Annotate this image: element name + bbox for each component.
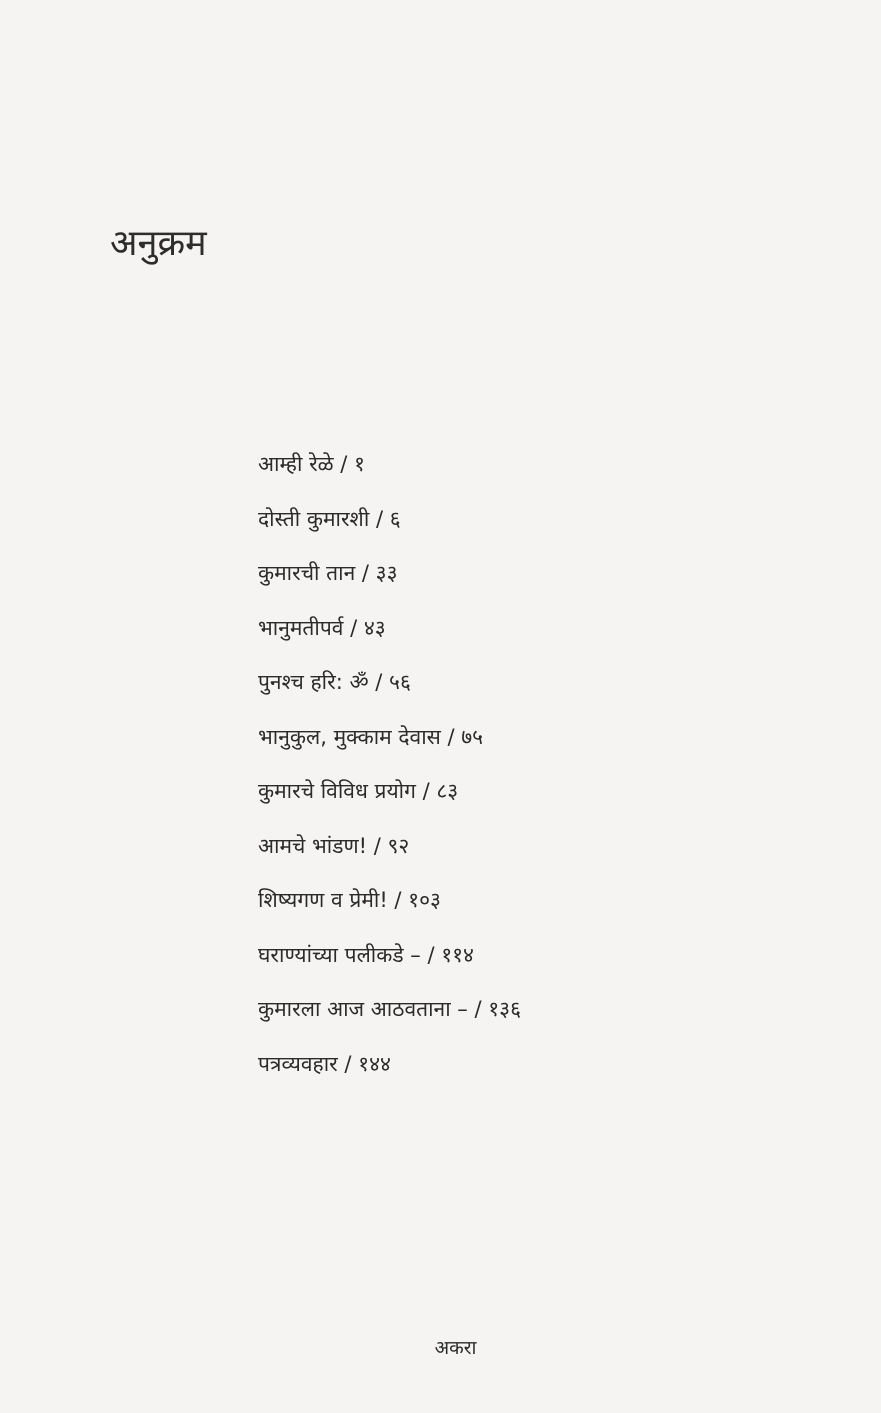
toc-entry: पत्रव्यवहार / १४४ bbox=[258, 1051, 391, 1076]
page-number-footer bbox=[0, 1334, 881, 1360]
toc-entry: भानुमतीपर्व / ४३ bbox=[258, 615, 386, 640]
toc-entry: भानुकुल, मुक्काम देवास / ७५ bbox=[258, 724, 484, 749]
toc-entry: कुमारला आज आठवताना – / १३६ bbox=[258, 997, 521, 1021]
toc-entry: आम्ही रेळे / १ bbox=[258, 452, 365, 476]
toc-entry: कुमारची तान / ३३ bbox=[258, 561, 398, 585]
toc-entry: आमचे भांडण! / ९२ bbox=[258, 833, 410, 858]
toc-entry: कुमारचे विविध प्रयोग / ८३ bbox=[258, 779, 459, 803]
toc-entry: घराण्यांच्या पलीकडे – / ११४ bbox=[258, 942, 474, 967]
page-number: अकरा bbox=[434, 1337, 477, 1359]
toc-entry: दोस्ती कुमारशी / ६ bbox=[258, 506, 401, 531]
toc-entry: पुनश्च हरि: ॐ / ५६ bbox=[258, 670, 411, 694]
toc-entry: शिष्यगण व प्रेमी! / १०३ bbox=[258, 888, 441, 912]
table-of-contents bbox=[258, 449, 521, 1103]
page-title: अनुक्रम bbox=[110, 223, 207, 264]
